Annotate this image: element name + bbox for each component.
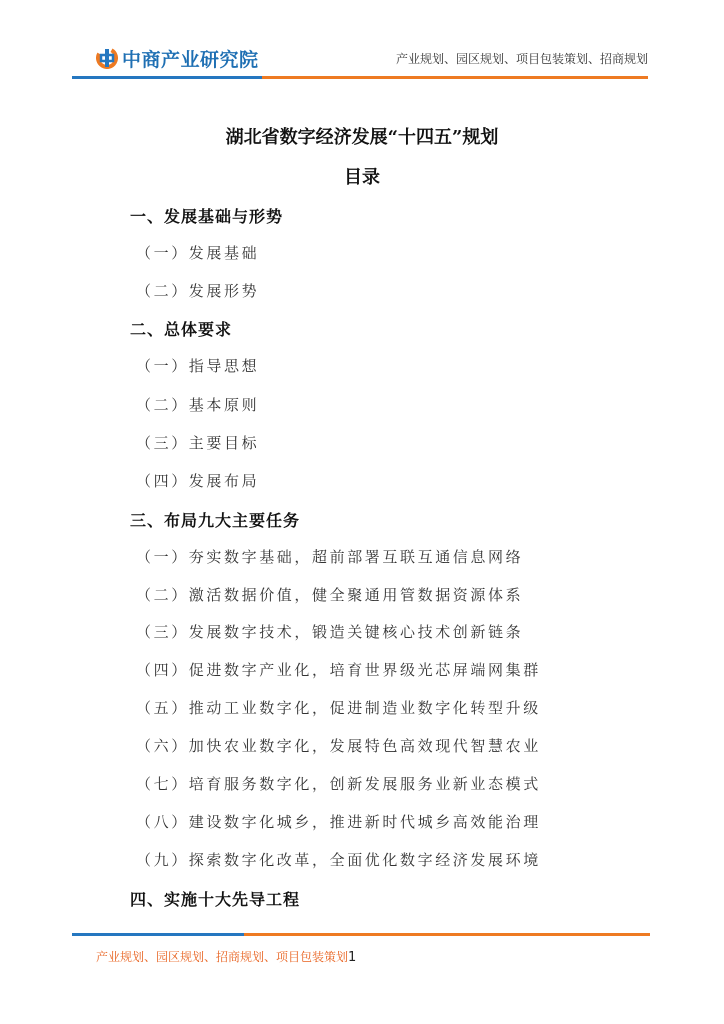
toc-item[interactable]: （三）发展数字技术，锻造关键核心技术创新链条: [136, 623, 524, 641]
header-tagline: 产业规划、园区规划、项目包装策划、招商规划: [395, 52, 648, 66]
toc-item[interactable]: （二）发展形势: [136, 282, 260, 300]
toc-item[interactable]: （二）基本原则: [136, 396, 260, 414]
footer-text: 产业规划、园区规划、招商规划、项目包装策划: [96, 950, 349, 964]
toc-item[interactable]: （二）激活数据价值，健全聚通用管数据资源体系: [136, 586, 524, 604]
page-header: [0, 0, 724, 90]
toc-item[interactable]: （三）主要目标: [136, 434, 260, 452]
toc-item[interactable]: （八）建设数字化城乡，推进新时代城乡高效能治理: [136, 813, 541, 831]
document-title: 湖北省数字经济发展“十四五”规划: [225, 127, 499, 148]
toc-item[interactable]: （七）培育服务数字化，创新发展服务业新业态模式: [136, 775, 541, 793]
page-footer: [96, 948, 356, 965]
toc-item[interactable]: （九）探索数字化改革，全面优化数字经济发展环境: [136, 851, 541, 869]
toc-item[interactable]: （一）指导思想: [136, 357, 260, 375]
toc-section-2[interactable]: 二、总体要求: [130, 320, 233, 339]
toc-item[interactable]: （四）发展布局: [136, 472, 260, 490]
toc-item[interactable]: （六）加快农业数字化，发展特色高效现代智慧农业: [136, 737, 541, 755]
toc-item[interactable]: （一）夯实数字基础，超前部署互联互通信息网络: [136, 548, 524, 566]
toc-item[interactable]: （五）推动工业数字化，促进制造业数字化转型升级: [136, 699, 541, 717]
toc-item[interactable]: （一）发展基础: [136, 244, 260, 262]
toc-section-1[interactable]: 一、发展基础与形势: [130, 207, 284, 226]
footer-divider-blue: [72, 933, 244, 936]
toc-section-3[interactable]: 三、布局九大主要任务: [130, 511, 301, 530]
toc-heading: 目录: [344, 167, 380, 188]
header-divider-blue: [72, 76, 262, 79]
logo-text: 中商产业研究院: [122, 48, 259, 71]
footer-divider-orange: [244, 933, 650, 936]
header-divider-orange: [262, 76, 648, 79]
toc-section-4[interactable]: 四、实施十大先导工程: [130, 890, 301, 909]
page-number: 1: [348, 950, 357, 965]
zhongshang-logo-icon: [96, 47, 118, 69]
toc-item[interactable]: （四）促进数字产业化，培育世界级光芯屏端网集群: [136, 661, 541, 679]
brand-logo: [96, 44, 259, 72]
